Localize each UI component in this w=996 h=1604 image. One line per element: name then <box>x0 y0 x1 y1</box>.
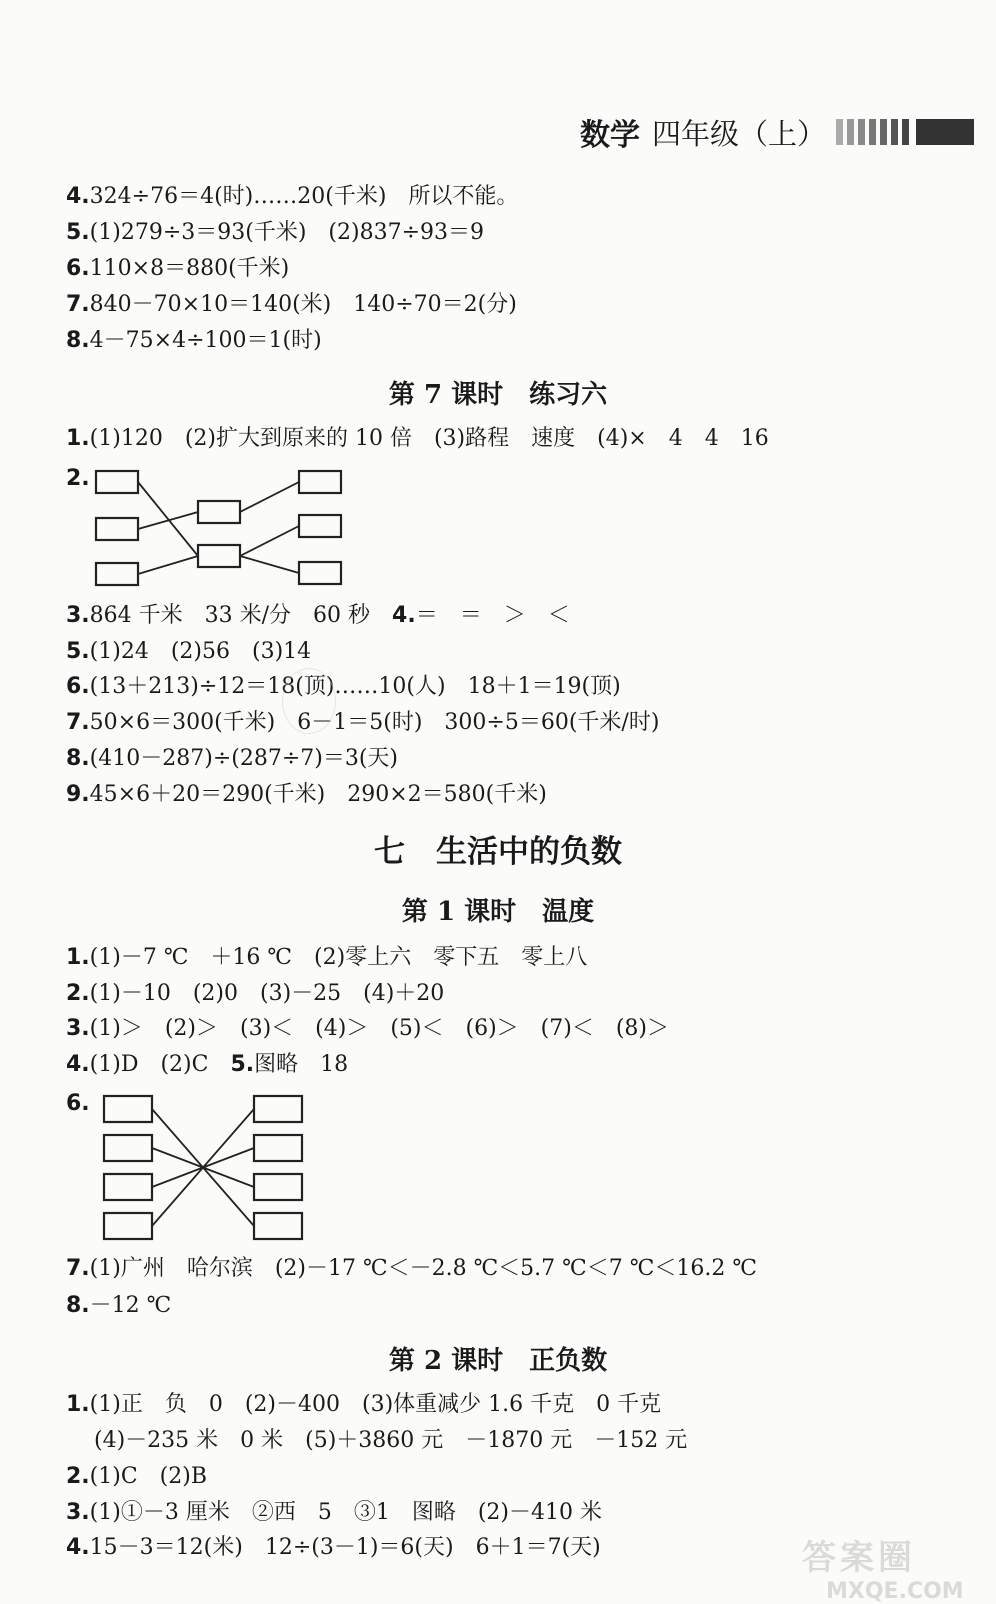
answer-line: 7.50×6＝300(千米) 6－1＝5(时) 300÷5＝60(千米/时) <box>66 710 660 735</box>
matching-diagram <box>90 465 350 590</box>
answer-line: 7.(1)广州 哈尔滨 (2)－17 ℃＜－2.8 ℃＜5.7 ℃＜7 ℃＜16.2 ℃ <box>66 1256 757 1281</box>
answer-line: 2.(1)－10 (2)0 (3)－25 (4)＋20 <box>66 981 445 1006</box>
section-title: 第 1 课时 温度 <box>401 897 595 927</box>
section-title: 第 2 课时 正负数 <box>388 1346 608 1376</box>
answer-line: 1.(1)正 负 0 (2)－400 (3)体重减少 1.6 千克 0 千克 <box>66 1392 662 1417</box>
answer-line: 8.－12 ℃ <box>66 1293 172 1318</box>
answer-line: 3.(1)＞ (2)＞ (3)＜ (4)＞ (5)＜ (6)＞ (7)＜ (8)＞ <box>66 1016 669 1041</box>
answer-line: 6.(13＋213)÷12＝18(顶)……10(人) 18＋1＝19(顶) <box>66 674 621 699</box>
answer-line: 5.(1)279÷3＝93(千米) (2)837÷93＝9 <box>66 220 484 245</box>
answer-line: 2.(1)C (2)B <box>66 1464 207 1489</box>
answer-line: 7.840－70×10＝140(米) 140÷70＝2(分) <box>66 292 517 317</box>
answer-line: 4.324÷76＝4(时)……20(千米) 所以不能。 <box>66 184 519 209</box>
section-title: 第 7 课时 练习六 <box>388 380 608 410</box>
header-bars-decoration <box>836 119 974 145</box>
answer-line: 3.864 千米 33 米/分 60 秒 4.＝ ＝ ＞ ＜ <box>66 603 570 628</box>
answer-line: 3.(1)①－3 厘米 ②西 5 ③1 图略 (2)－410 米 <box>66 1500 602 1525</box>
site-watermark: 答案圈 MXQE.COM <box>802 1538 964 1604</box>
answer-line: (4)－235 米 0 米 (5)＋3860 元 －1870 元 －152 元 <box>94 1428 688 1453</box>
answer-line: 1.(1)－7 ℃ ＋16 ℃ (2)零上六 零下五 零上八 <box>66 945 588 970</box>
answer-line: 4.(1)D (2)C 5.图略 18 <box>66 1052 349 1077</box>
page-header <box>580 112 974 152</box>
answer-line: 2. <box>66 466 90 491</box>
subject-label: 数学 <box>579 118 640 153</box>
answer-line: 1.(1)120 (2)扩大到原来的 10 倍 (3)路程 速度 (4)× 4 4 16 <box>66 426 769 451</box>
answer-line: 8.(410－287)÷(287÷7)＝3(天) <box>66 746 399 771</box>
answer-line: 5.(1)24 (2)56 (3)14 <box>66 639 312 664</box>
answer-line: 6. <box>66 1091 90 1116</box>
answer-line: 8.4－75×4÷100＝1(时) <box>66 328 322 353</box>
answer-line: 4.15－3＝12(米) 12÷(3－1)＝6(天) 6＋1＝7(天) <box>66 1535 601 1560</box>
answer-line: 9.45×6＋20＝290(千米) 290×2＝580(千米) <box>66 782 547 807</box>
grade-label: 四年级（上） <box>651 116 826 151</box>
faint-stamp <box>282 668 336 734</box>
chapter-title: 七 生活中的负数 <box>374 834 622 870</box>
answer-line: 6.110×8＝880(千米) <box>66 256 290 281</box>
matching-diagram <box>98 1090 308 1245</box>
